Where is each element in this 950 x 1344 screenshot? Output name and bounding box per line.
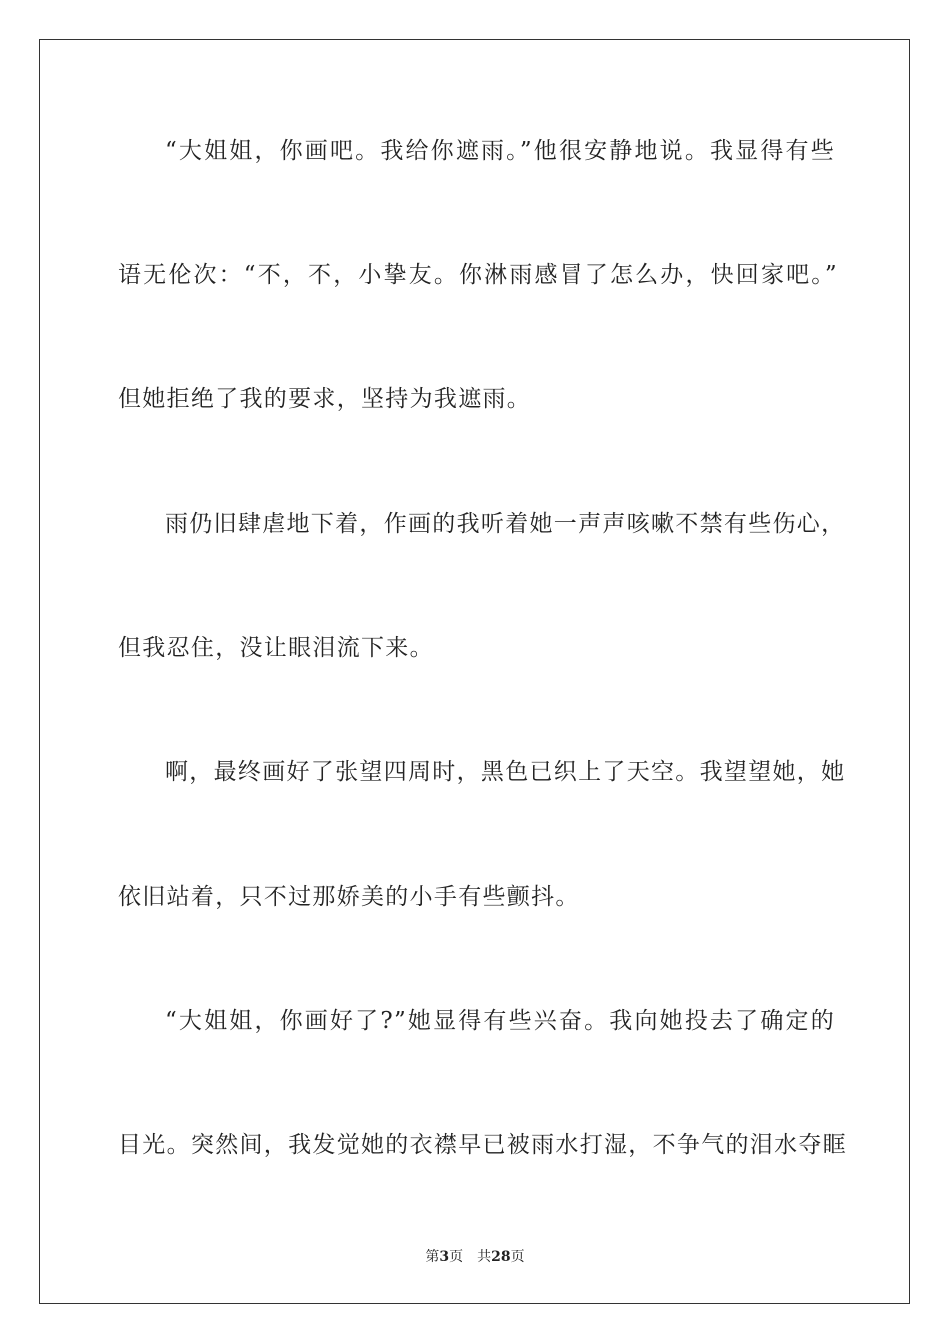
paragraph-line: 但我忍住，没让眼泪流下来。 xyxy=(118,635,434,661)
total-prefix: 共 xyxy=(477,1249,492,1265)
paragraph-line: “大姐姐，你画吧。我给你遮雨。”他很安静地说。我显得有些 xyxy=(165,138,835,164)
page-prefix: 第 xyxy=(425,1249,440,1265)
paragraph-line: 目光。突然间，我发觉她的衣襟早已被雨水打湿，不争气的泪水夺眶 xyxy=(118,1132,847,1158)
paragraph-line: 依旧站着，只不过那娇美的小手有些颤抖。 xyxy=(118,884,580,910)
paragraph-line: 语无伦次：“不，不，小挚友。你淋雨感冒了怎么办，快回家吧。” xyxy=(118,262,838,288)
page-number: 3 xyxy=(439,1249,450,1265)
paragraph-line: “大姐姐，你画好了?”她显得有些兴奋。我向她投去了确定的 xyxy=(165,1008,835,1034)
paragraph-line: 啊，最终画好了张望四周时，黑色已织上了天空。我望望她，她 xyxy=(165,759,846,785)
paragraph-line: 雨仍旧肆虐地下着，作画的我听着她一声声咳嗽不禁有些伤心， xyxy=(165,511,846,537)
page-footer xyxy=(0,1247,950,1267)
page-suffix: 页 xyxy=(449,1249,464,1265)
paragraph-line: 但她拒绝了我的要求，坚持为我遮雨。 xyxy=(118,386,532,412)
total-suffix: 页 xyxy=(510,1249,525,1265)
page-border xyxy=(39,39,910,1304)
total-pages: 28 xyxy=(491,1249,511,1265)
